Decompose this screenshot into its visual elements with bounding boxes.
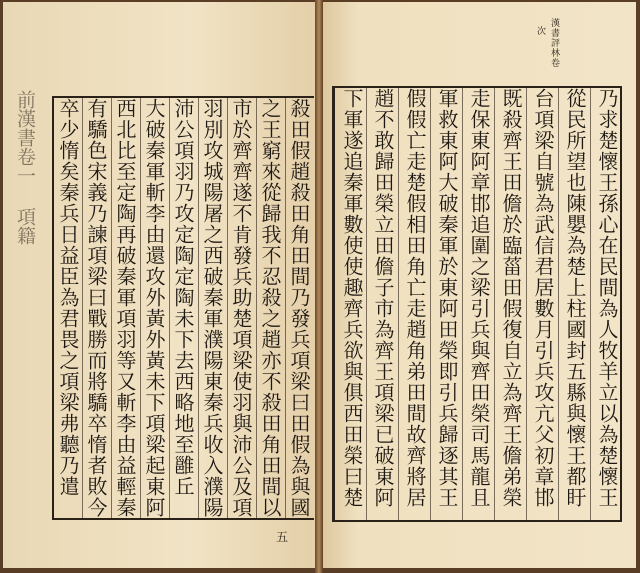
right-column-8: 趙不敢歸田榮立田儋子市為齊王項梁已破東阿 <box>371 88 395 508</box>
left-column-3: 市於齊齊遂不肯發兵助楚項梁使羽與沛公及項 <box>229 98 253 518</box>
right-header-mark: 次 <box>535 26 545 36</box>
left-column-7: 西北比至定陶再破秦軍項羽等又斬李由益輕秦 <box>113 98 137 518</box>
left-column-5: 沛公項羽乃攻定陶定陶未下去西略地至雝丘 <box>171 98 195 497</box>
left-edge-title: 前漢書卷一 項籍 <box>14 90 36 245</box>
left-page-number: 五 <box>276 530 289 544</box>
left-column-9: 卒少惰矣秦兵日益臣為君畏之項梁弗聽乃遣 <box>56 98 80 497</box>
right-column-6: 軍救東阿大破秦軍於東阿田榮即引兵歸逐其王 <box>435 88 459 508</box>
right-column-5: 走保東阿章邯追圍之梁引兵與齊田榮司馬龍且 <box>467 88 491 508</box>
right-column-3: 台項梁自號為武信君居數月引兵攻亢父初章邯 <box>531 88 555 508</box>
left-column-2: 之王窮來從歸我不忍殺之趙亦不殺田角田間以 <box>258 98 282 518</box>
left-column-4: 羽別攻城陽屠之西破秦軍濮陽東秦兵收入濮陽 <box>200 98 224 518</box>
right-column-1: 乃求楚懷王孫心在民間為人牧羊立以為楚懷王 <box>595 88 619 508</box>
left-column-1: 殺田假趙殺田角田間乃發兵項梁曰田假為與國 <box>287 98 311 518</box>
right-column-9: 下軍遂追秦軍數使使趣齊兵欲與俱西田榮曰楚 <box>340 88 364 508</box>
left-column-8: 有驕色宋義乃諫項梁曰戰勝而將驕卒惰者敗今 <box>84 98 108 518</box>
book-gutter <box>315 0 323 573</box>
right-header-note: 漢書評林卷 <box>549 18 559 68</box>
right-column-2: 從民所望也陳嬰為楚上柱國封五縣與懷王都盱 <box>563 88 587 508</box>
right-text-frame <box>332 86 622 522</box>
left-column-6: 大破秦軍斬李由還攻外黃外黃未下項梁起東阿 <box>142 98 166 518</box>
left-text-frame <box>52 96 314 520</box>
right-column-7: 假假亡走楚假相田角亡走趙角弟田間故齊將居 <box>403 88 427 508</box>
right-column-4: 既殺齊王田儋於臨菑田假復自立為齊王儋弟榮 <box>499 88 523 508</box>
